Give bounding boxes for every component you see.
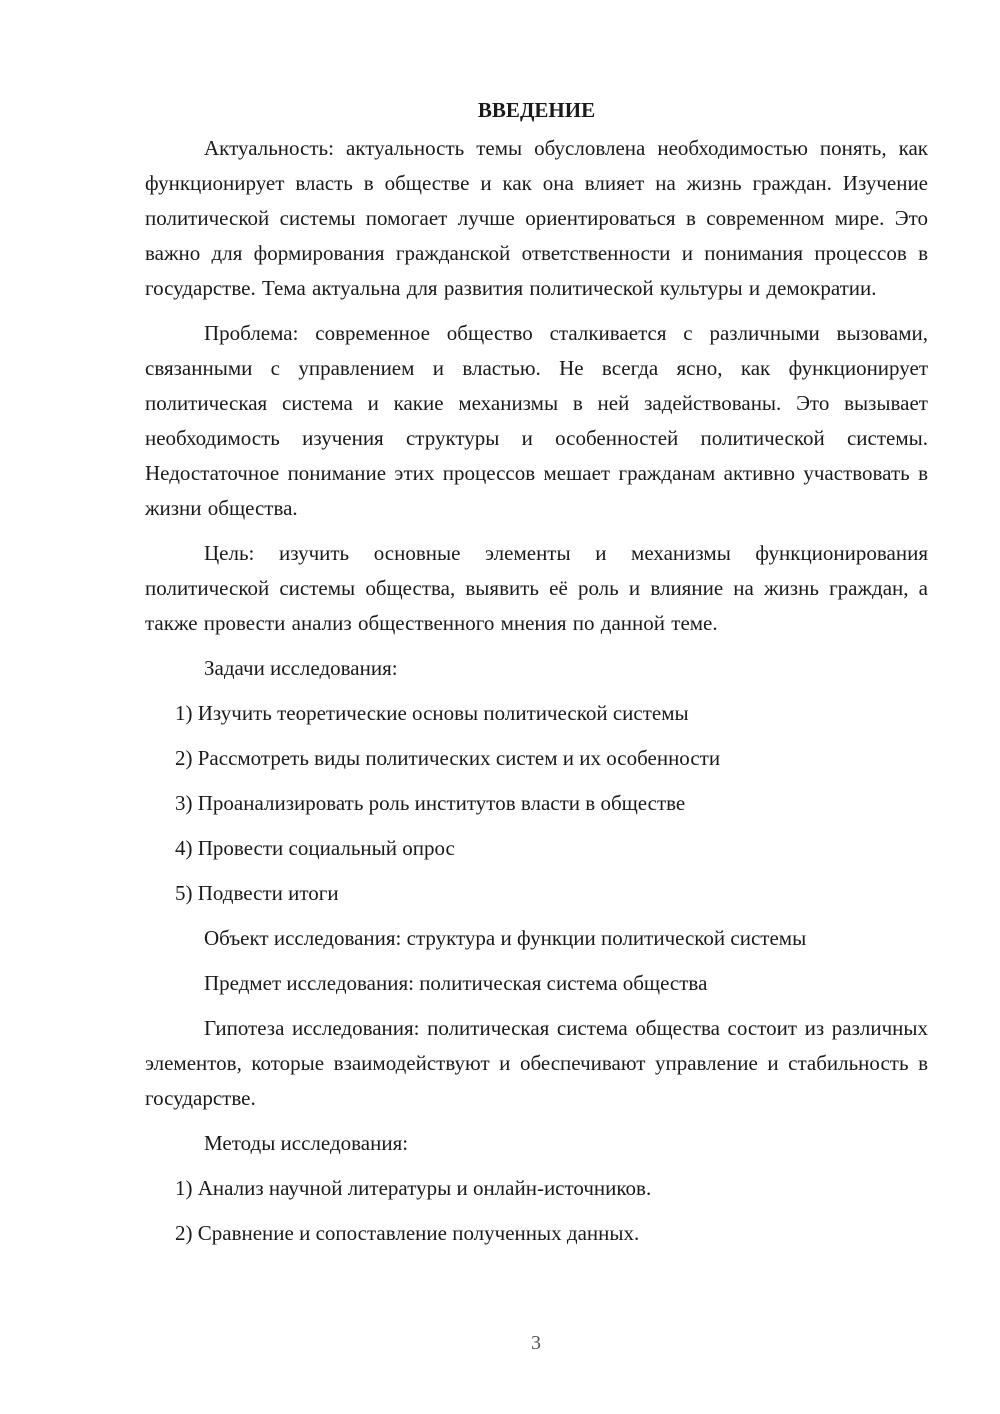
document-page [145,95,928,1261]
task-item: 1) Изучить теоретические основы политической системы [175,701,689,725]
task-item: 2) Рассмотреть виды политических систем и их особенности [175,746,721,770]
task-item: 4) Провести социальный опрос [175,836,455,860]
page-title: ВВЕДЕНИЕ [477,98,596,122]
tasks-heading: Задачи исследования: [204,656,398,680]
problem-paragraph: Проблема: современное общество сталкивается с различными вызовами, связанными с управлением и властью. Не всегда ясно, как функционирует политическая система и какие механизмы в ней задействованы. Это вызывает необходимость изучения структуры и особенностей политической системы. Недостаточное понимание этих процессов мешает гражданам активно участвовать в жизни общества. [145,321,928,520]
task-item: 5) Подвести итоги [175,881,339,905]
page-number: 3 [531,1332,541,1354]
method-item: 2) Сравнение и сопоставление полученных данных. [175,1221,640,1245]
goal-paragraph: Цель: изучить основные элементы и механизмы функционирования политической системы общества, выявить её роль и влияние на жизнь граждан, а также провести анализ общественного мнения по данной теме. [145,541,928,635]
research-object: Объект исследования: структура и функции политической системы [204,926,807,950]
research-subject: Предмет исследования: политическая система общества [204,971,708,995]
relevance-paragraph: Актуальность: актуальность темы обусловлена необходимостью понять, как функционирует власть в обществе и как она влияет на жизнь граждан. Изучение политической системы помогает лучше ориентироваться в современном мире. Это важно для формирования гражданской ответственности и понимания процессов в государстве. Тема актуальна для развития политической культуры и демократии. [145,136,928,300]
hypothesis-paragraph: Гипотеза исследования: политическая система общества состоит из различных элементов, которые взаимодействуют и обеспечивают управление и стабильность в государстве. [145,1016,928,1110]
task-item: 3) Проанализировать роль институтов власти в обществе [175,791,686,815]
method-item: 1) Анализ научной литературы и онлайн-источников. [175,1176,652,1200]
methods-heading: Методы исследования: [204,1131,409,1155]
